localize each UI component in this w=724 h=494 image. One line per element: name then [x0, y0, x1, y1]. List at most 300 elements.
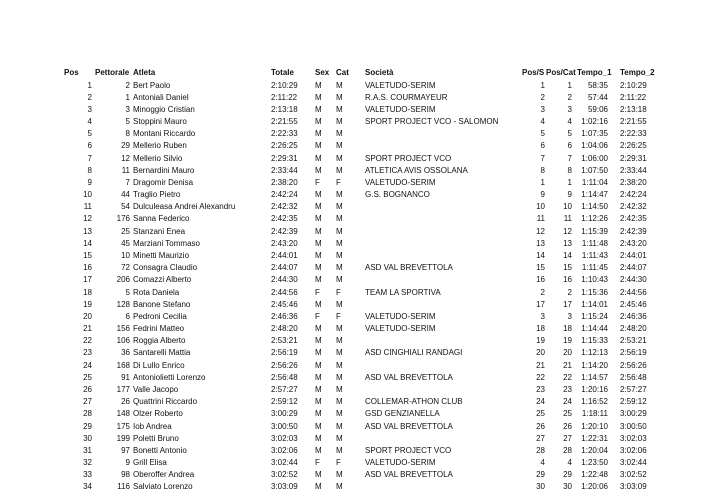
- cell-pos: 3: [87, 104, 92, 114]
- cell-atleta: Grill Elisa: [133, 458, 167, 468]
- cell-pettorale: 26: [121, 397, 130, 407]
- table-row: [0, 457, 724, 469]
- cell-sex: M: [315, 104, 322, 114]
- cell-sex: M: [315, 421, 322, 431]
- table-row: [0, 128, 724, 140]
- table-row: [0, 104, 724, 116]
- table-row: [0, 213, 724, 225]
- cell-sex: M: [315, 445, 322, 455]
- cell-sex: M: [315, 385, 322, 394]
- cell-pos-cat: 4: [567, 458, 572, 468]
- table-row: [0, 347, 724, 359]
- cell-cat: M: [336, 275, 343, 285]
- cell-tempo-2: 2:13:18: [620, 104, 647, 114]
- cell-pos-s: 13: [536, 238, 545, 248]
- cell-pos: 21: [83, 324, 92, 334]
- cell-tempo-1: 1:15:33: [581, 336, 608, 346]
- cell-tempo-2: 2:44:30: [620, 275, 647, 285]
- header-totale: Totale: [271, 68, 294, 77]
- cell-tempo-1: 1:15:36: [581, 287, 608, 297]
- table-row: [0, 445, 724, 457]
- cell-atleta: Sanna Federico: [133, 214, 190, 224]
- cell-atleta: Comazzi Alberto: [133, 275, 192, 285]
- cell-totale: 2:29:31: [271, 153, 298, 163]
- table-row: [0, 384, 724, 396]
- cell-pettorale: 9: [125, 458, 130, 468]
- cell-sex: M: [315, 324, 322, 334]
- table-row: [0, 408, 724, 420]
- cell-atleta: Minetti Maurizio: [133, 251, 190, 261]
- header-pettorale: Pettorale: [95, 68, 130, 77]
- cell-tempo-2: 2:56:48: [620, 372, 647, 382]
- cell-totale: 2:42:32: [271, 202, 298, 212]
- cell-societa: SPORT PROJECT VCO: [365, 153, 452, 163]
- cell-societa: TEAM LA SPORTIVA: [365, 287, 441, 297]
- table-row: [0, 274, 724, 286]
- cell-pos: 33: [83, 470, 92, 480]
- cell-tempo-1: 1:07:35: [581, 129, 608, 139]
- cell-tempo-2: 2:43:20: [620, 238, 647, 248]
- cell-societa: VALETUDO-SERIM: [365, 324, 436, 334]
- cell-pos-s: 27: [536, 433, 545, 443]
- cell-pos: 27: [83, 397, 92, 407]
- cell-totale: 2:45:46: [271, 299, 298, 309]
- cell-pettorale: 98: [121, 470, 130, 480]
- cell-pettorale: 156: [116, 324, 130, 334]
- cell-pos-cat: 1: [567, 80, 572, 90]
- cell-totale: 3:03:09: [271, 482, 298, 492]
- cell-atleta: Rota Daniela: [133, 287, 180, 297]
- cell-pos: 2: [87, 92, 92, 102]
- cell-pos: 1: [87, 80, 92, 90]
- cell-pettorale: 36: [121, 348, 130, 358]
- cell-pos-s: 1: [540, 80, 545, 90]
- cell-pos-s: 14: [536, 251, 545, 261]
- cell-pettorale: 10: [121, 251, 130, 261]
- cell-pos: 19: [83, 299, 92, 309]
- cell-cat: F: [336, 177, 341, 187]
- cell-tempo-2: 3:00:29: [620, 409, 647, 419]
- cell-atleta: Montani Riccardo: [133, 129, 196, 139]
- cell-atleta: Consagra Claudio: [133, 263, 198, 273]
- cell-tempo-1: 1:02:16: [581, 117, 608, 127]
- cell-tempo-2: 3:00:50: [620, 421, 647, 431]
- cell-atleta: Poletti Bruno: [133, 433, 179, 443]
- header-societa: Società: [365, 68, 394, 77]
- cell-pos-cat: 11: [563, 214, 572, 224]
- cell-atleta: Marziani Tommaso: [133, 238, 200, 248]
- cell-pos-cat: 19: [563, 336, 572, 346]
- cell-pos-s: 19: [536, 336, 545, 346]
- cell-societa: VALETUDO-SERIM: [365, 177, 436, 187]
- cell-atleta: Salviato Lorenzo: [133, 482, 193, 492]
- cell-societa: SPORT PROJECT VCO - SALOMON: [365, 117, 499, 127]
- cell-pos: 17: [83, 275, 92, 285]
- cell-pos-s: 2: [540, 287, 545, 297]
- cell-pos: 32: [83, 458, 92, 468]
- header-sex: Sex: [315, 68, 330, 77]
- cell-pos-cat: 24: [563, 397, 572, 407]
- cell-societa: GSD GENZIANELLA: [365, 409, 440, 419]
- cell-atleta: Dulculeasa Andrei Alexandru: [133, 202, 236, 212]
- cell-totale: 2:59:12: [271, 397, 298, 407]
- cell-sex: M: [315, 470, 322, 480]
- table-row: [0, 189, 724, 201]
- cell-sex: M: [315, 336, 322, 346]
- cell-sex: M: [315, 214, 322, 224]
- cell-pos-s: 24: [536, 397, 545, 407]
- cell-tempo-2: 3:02:52: [620, 470, 647, 480]
- cell-sex: M: [315, 299, 322, 309]
- cell-tempo-1: 1:14:50: [581, 202, 608, 212]
- cell-pettorale: 175: [116, 421, 130, 431]
- cell-totale: 3:02:06: [271, 445, 298, 455]
- cell-pettorale: 12: [121, 153, 130, 163]
- cell-totale: 2:44:01: [271, 251, 298, 261]
- cell-totale: 3:02:44: [271, 458, 298, 468]
- cell-totale: 2:46:36: [271, 311, 298, 321]
- cell-sex: M: [315, 360, 322, 370]
- cell-tempo-1: 1:15:24: [581, 311, 608, 321]
- cell-sex: M: [315, 409, 322, 419]
- cell-atleta: Valle Jacopo: [133, 385, 179, 394]
- cell-totale: 2:48:20: [271, 324, 298, 334]
- cell-pos: 11: [83, 202, 92, 212]
- cell-pos: 6: [87, 141, 92, 151]
- cell-atleta: Iob Andrea: [133, 421, 172, 431]
- cell-totale: 2:13:18: [271, 104, 298, 114]
- cell-pos: 30: [83, 433, 92, 443]
- cell-pettorale: 128: [116, 299, 130, 309]
- cell-tempo-1: 58:35: [587, 80, 608, 90]
- cell-totale: 2:21:55: [271, 117, 298, 127]
- cell-totale: 2:42:39: [271, 226, 298, 236]
- cell-cat: M: [336, 190, 343, 200]
- cell-totale: 2:11:22: [271, 92, 298, 102]
- cell-cat: M: [336, 251, 343, 261]
- table-row: [0, 323, 724, 335]
- cell-pos-s: 6: [540, 141, 545, 151]
- cell-pos-cat: 2: [567, 287, 572, 297]
- cell-tempo-1: 1:11:48: [581, 238, 608, 248]
- cell-cat: M: [336, 92, 343, 102]
- cell-tempo-2: 2:53:21: [620, 336, 647, 346]
- cell-tempo-1: 1:15:39: [581, 226, 608, 236]
- cell-pos-cat: 9: [567, 190, 572, 200]
- cell-cat: M: [336, 348, 343, 358]
- cell-atleta: Santarelli Mattia: [133, 348, 191, 358]
- cell-totale: 3:02:52: [271, 470, 298, 480]
- cell-cat: M: [336, 117, 343, 127]
- cell-pos-s: 4: [540, 458, 545, 468]
- cell-societa: VALETUDO-SERIM: [365, 458, 436, 468]
- cell-tempo-2: 2:42:39: [620, 226, 647, 236]
- cell-tempo-1: 1:07:50: [581, 165, 608, 175]
- cell-pos-cat: 20: [563, 348, 572, 358]
- cell-tempo-2: 2:38:20: [620, 177, 647, 187]
- cell-tempo-1: 57:44: [587, 92, 608, 102]
- cell-tempo-2: 2:46:36: [620, 311, 647, 321]
- cell-pos-s: 9: [540, 190, 545, 200]
- cell-pos: 16: [83, 263, 92, 273]
- cell-pettorale: 5: [125, 117, 130, 127]
- cell-pettorale: 91: [121, 372, 130, 382]
- cell-pos-s: 26: [536, 421, 545, 431]
- cell-atleta: Bert Paolo: [133, 80, 171, 90]
- cell-sex: M: [315, 190, 322, 200]
- header-tempo-1: Tempo_1: [577, 68, 612, 77]
- table-row: [0, 165, 724, 177]
- cell-pos: 7: [87, 153, 92, 163]
- cell-pos-s: 20: [536, 348, 545, 358]
- cell-tempo-1: 1:20:04: [581, 445, 608, 455]
- cell-tempo-2: 2:44:56: [620, 287, 647, 297]
- cell-cat: M: [336, 141, 343, 151]
- cell-pettorale: 97: [121, 445, 130, 455]
- cell-atleta: Antoniolietti Lorenzo: [133, 372, 206, 382]
- cell-pos-s: 15: [536, 263, 545, 273]
- cell-tempo-2: 2:56:26: [620, 360, 647, 370]
- cell-pettorale: 116: [117, 482, 130, 492]
- cell-atleta: Fedrini Matteo: [133, 324, 185, 334]
- cell-sex: M: [315, 263, 322, 273]
- cell-atleta: Stoppini Mauro: [133, 117, 187, 127]
- cell-pos: 25: [83, 372, 92, 382]
- cell-cat: M: [336, 372, 343, 382]
- cell-cat: M: [336, 482, 343, 492]
- cell-pos-s: 23: [536, 385, 545, 394]
- cell-pettorale: 1: [125, 92, 130, 102]
- cell-pettorale: 3: [125, 104, 130, 114]
- cell-pettorale: 168: [116, 360, 130, 370]
- cell-sex: F: [315, 311, 320, 321]
- table-row: [0, 140, 724, 152]
- table-row: [0, 335, 724, 347]
- cell-tempo-1: 1:11:45: [581, 263, 608, 273]
- cell-atleta: Banone Stefano: [133, 299, 191, 309]
- cell-pos-cat: 5: [567, 129, 572, 139]
- cell-pettorale: 11: [121, 165, 130, 175]
- cell-atleta: Dragomir Denisa: [133, 177, 194, 187]
- cell-tempo-1: 1:16:52: [581, 397, 608, 407]
- cell-societa: SPORT PROJECT VCO: [365, 445, 452, 455]
- cell-pos-s: 5: [540, 129, 545, 139]
- table-row: [0, 311, 724, 323]
- table-row: [0, 481, 724, 493]
- table-row: [0, 201, 724, 213]
- cell-tempo-1: 1:04:06: [581, 141, 608, 151]
- cell-pettorale: 199: [116, 433, 130, 443]
- cell-tempo-1: 1:23:50: [581, 458, 608, 468]
- cell-pettorale: 7: [125, 177, 130, 187]
- cell-tempo-2: 3:03:09: [620, 482, 647, 492]
- cell-pettorale: 8: [125, 129, 130, 139]
- cell-cat: M: [336, 385, 343, 394]
- cell-pettorale: 29: [121, 141, 130, 151]
- cell-pos-s: 25: [536, 409, 545, 419]
- cell-cat: F: [336, 311, 341, 321]
- cell-pos: 9: [87, 177, 92, 187]
- cell-sex: M: [315, 397, 322, 407]
- cell-cat: M: [336, 336, 343, 346]
- cell-sex: M: [315, 92, 322, 102]
- header-cat: Cat: [336, 68, 349, 77]
- cell-pettorale: 5: [125, 287, 130, 297]
- cell-atleta: Pedroni Cecilia: [133, 311, 187, 321]
- cell-tempo-2: 2:44:01: [620, 251, 647, 261]
- cell-sex: M: [315, 348, 322, 358]
- cell-pos-s: 29: [536, 470, 545, 480]
- cell-pos-cat: 8: [567, 165, 572, 175]
- cell-pos-cat: 21: [563, 360, 572, 370]
- cell-pos-s: 8: [540, 165, 545, 175]
- cell-pettorale: 206: [116, 275, 130, 285]
- cell-pettorale: 2: [125, 80, 130, 90]
- cell-atleta: Traglio Pietro: [133, 190, 181, 200]
- cell-tempo-1: 1:20:10: [581, 421, 608, 431]
- cell-pettorale: 54: [121, 202, 130, 212]
- cell-societa: ATLETICA AVIS OSSOLANA: [365, 165, 468, 175]
- cell-sex: M: [315, 165, 322, 175]
- table-row: [0, 92, 724, 104]
- cell-pos: 8: [87, 165, 92, 175]
- cell-tempo-1: 1:10:43: [581, 275, 608, 285]
- cell-totale: 2:56:26: [271, 360, 298, 370]
- cell-societa: ASD VAL BREVETTOLA: [365, 372, 453, 382]
- cell-pos-cat: 10: [563, 202, 572, 212]
- cell-sex: M: [315, 129, 322, 139]
- cell-tempo-2: 2:33:44: [620, 165, 647, 175]
- cell-tempo-2: 2:26:25: [620, 141, 647, 151]
- cell-tempo-2: 2:10:29: [620, 80, 647, 90]
- cell-tempo-1: 1:11:04: [581, 177, 608, 187]
- header-pos-cat: Pos/Cat: [546, 68, 576, 77]
- cell-totale: 2:33:44: [271, 165, 298, 175]
- cell-pos-cat: 6: [567, 141, 572, 151]
- cell-sex: M: [315, 238, 322, 248]
- cell-atleta: Bonetti Antonio: [133, 445, 187, 455]
- table-row: [0, 177, 724, 189]
- cell-cat: M: [336, 104, 343, 114]
- cell-societa: R.A.S. COURMAYEUR: [365, 92, 448, 102]
- cell-atleta: Olzer Roberto: [133, 409, 183, 419]
- table-row: [0, 299, 724, 311]
- cell-pos-cat: 28: [563, 445, 572, 455]
- cell-pos-cat: 26: [563, 421, 572, 431]
- cell-tempo-2: 2:45:46: [620, 299, 647, 309]
- cell-tempo-1: 1:20:16: [581, 385, 608, 394]
- cell-tempo-2: 2:48:20: [620, 324, 647, 334]
- cell-cat: M: [336, 153, 343, 163]
- cell-pos: 22: [83, 336, 92, 346]
- cell-pos-cat: 13: [563, 238, 572, 248]
- cell-pos-cat: 23: [563, 385, 572, 394]
- cell-cat: M: [336, 165, 343, 175]
- cell-pos-cat: 25: [563, 409, 572, 419]
- cell-pos: 4: [87, 117, 92, 127]
- table-row: [0, 262, 724, 274]
- cell-sex: M: [315, 251, 322, 261]
- cell-tempo-2: 2:22:33: [620, 129, 647, 139]
- table-row: [0, 116, 724, 128]
- cell-pos-s: 18: [536, 324, 545, 334]
- cell-pos-cat: 15: [563, 263, 572, 273]
- cell-pettorale: 106: [116, 336, 130, 346]
- cell-tempo-2: 2:42:35: [620, 214, 647, 224]
- cell-pos-cat: 12: [563, 226, 572, 236]
- cell-totale: 2:53:21: [271, 336, 298, 346]
- cell-totale: 2:56:48: [271, 372, 298, 382]
- cell-totale: 3:02:03: [271, 433, 298, 443]
- cell-atleta: Oberoffer Andrea: [133, 470, 195, 480]
- cell-atleta: Quattrini Riccardo: [133, 397, 198, 407]
- cell-pos-cat: 3: [567, 104, 572, 114]
- cell-pos: 28: [83, 409, 92, 419]
- cell-cat: M: [336, 214, 343, 224]
- cell-pos: 23: [83, 348, 92, 358]
- table-row: [0, 360, 724, 372]
- cell-pos-s: 17: [536, 299, 545, 309]
- cell-sex: M: [315, 117, 322, 127]
- cell-totale: 2:22:33: [271, 129, 298, 139]
- cell-sex: M: [315, 482, 322, 492]
- cell-cat: M: [336, 202, 343, 212]
- cell-tempo-1: 1:22:48: [581, 470, 608, 480]
- cell-tempo-2: 2:59:12: [620, 397, 647, 407]
- cell-cat: M: [336, 80, 343, 90]
- cell-sex: M: [315, 202, 322, 212]
- cell-pettorale: 44: [121, 190, 130, 200]
- cell-societa: ASD CINGHIALI RANDAGI: [365, 348, 463, 358]
- cell-pos: 24: [83, 360, 92, 370]
- cell-pos: 12: [83, 214, 92, 224]
- cell-cat: M: [336, 324, 343, 334]
- table-row: [0, 238, 724, 250]
- cell-sex: M: [315, 141, 322, 151]
- cell-tempo-1: 1:20:06: [581, 482, 608, 492]
- header-pos-s: Pos/S: [522, 68, 545, 77]
- cell-tempo-1: 1:18:11: [581, 409, 608, 419]
- table-row: [0, 469, 724, 481]
- cell-sex: M: [315, 80, 322, 90]
- cell-totale: 3:00:29: [271, 409, 298, 419]
- cell-pos-s: 28: [536, 445, 545, 455]
- cell-totale: 2:44:56: [271, 287, 298, 297]
- cell-totale: 2:42:24: [271, 190, 298, 200]
- cell-cat: M: [336, 226, 343, 236]
- cell-totale: 2:44:30: [271, 275, 298, 285]
- cell-atleta: Bernardini Mauro: [133, 165, 195, 175]
- cell-pos-cat: 1: [567, 177, 572, 187]
- table-row: [0, 226, 724, 238]
- cell-totale: 2:38:20: [271, 177, 298, 187]
- cell-cat: M: [336, 445, 343, 455]
- cell-pos: 13: [83, 226, 92, 236]
- cell-pos-s: 16: [536, 275, 545, 285]
- cell-sex: M: [315, 275, 322, 285]
- cell-pos-cat: 22: [563, 372, 572, 382]
- cell-tempo-1: 1:14:57: [581, 372, 608, 382]
- cell-pos-cat: 14: [563, 251, 572, 261]
- cell-pos-s: 4: [540, 117, 545, 127]
- cell-societa: COLLEMAR-ATHON CLUB: [365, 397, 463, 407]
- cell-pos: 14: [83, 238, 92, 248]
- table-row: [0, 250, 724, 262]
- cell-atleta: Roggia Alberto: [133, 336, 186, 346]
- cell-pettorale: 72: [121, 263, 130, 273]
- cell-pos-cat: 27: [563, 433, 572, 443]
- cell-cat: M: [336, 238, 343, 248]
